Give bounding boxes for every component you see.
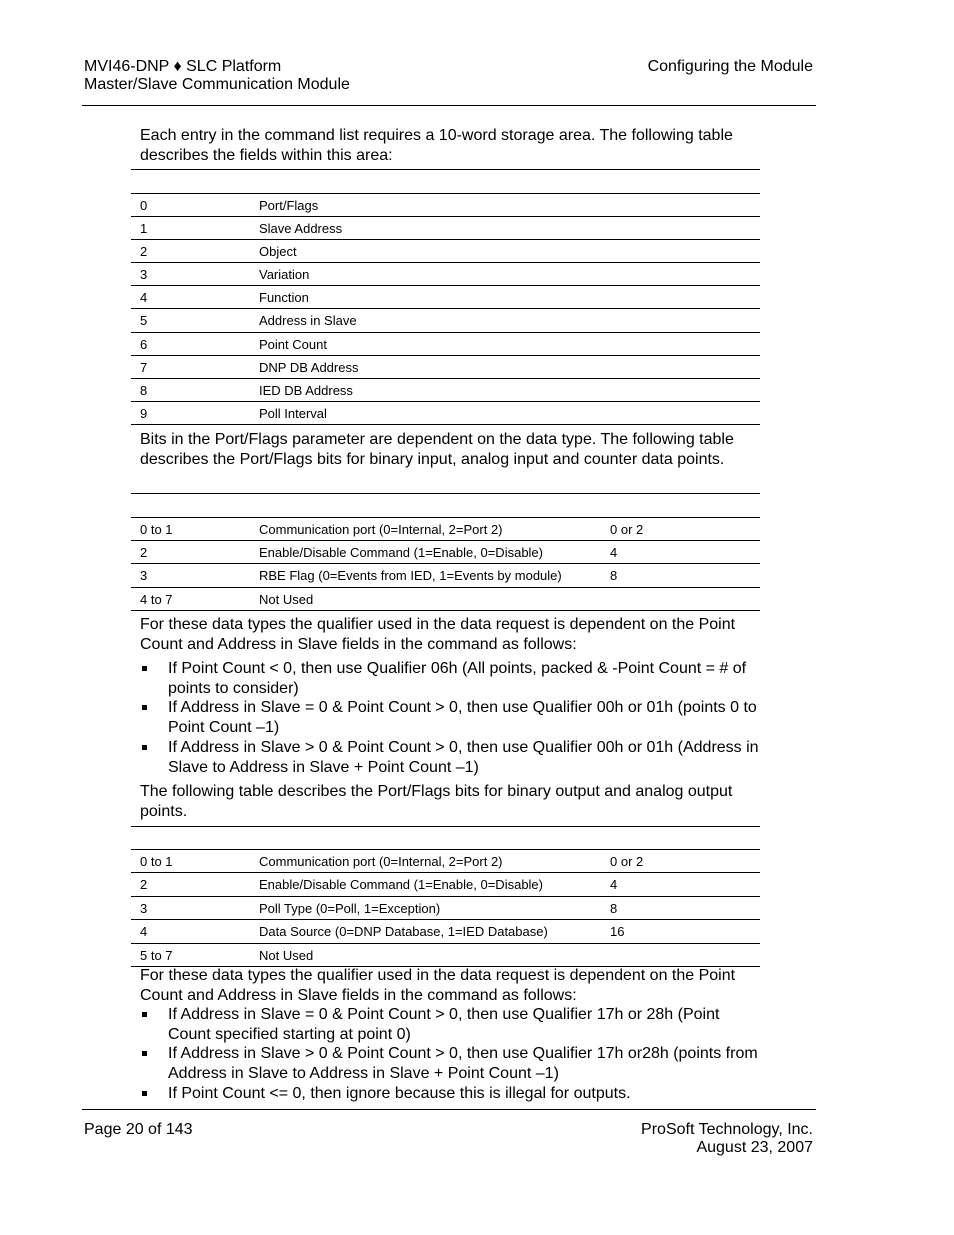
header-title-line2: Master/Slave Communication Module xyxy=(84,76,350,93)
input-qualifier-list xyxy=(140,659,760,777)
intro-paragraph: Each entry in the command list requires a 10-word storage area. The following table describes the fields within this area: xyxy=(140,127,733,164)
footer-company: ProSoft Technology, Inc. xyxy=(641,1121,813,1138)
word-cell: 1 xyxy=(140,221,148,237)
footer-right xyxy=(641,1121,813,1157)
table-header-row xyxy=(131,494,760,518)
bit-cell: 5 to 7 xyxy=(140,947,173,963)
table-header-row xyxy=(131,170,760,194)
table-row xyxy=(131,518,760,541)
table-row xyxy=(131,263,760,286)
bullet-marker xyxy=(142,666,147,671)
header-title-line1: MVI46-DNP ♦ SLC Platform xyxy=(84,58,282,75)
desc-cell: Not Used xyxy=(259,591,314,607)
field-cell: IED DB Address xyxy=(259,382,353,398)
table-row xyxy=(131,897,760,920)
table-row xyxy=(131,240,760,263)
table-row xyxy=(131,356,760,379)
bit-cell: 2 xyxy=(140,877,148,893)
bullet-marker xyxy=(142,705,147,710)
bullet-marker xyxy=(142,745,147,750)
list-item xyxy=(140,1044,760,1083)
value-cell: 0 or 2 xyxy=(610,854,644,869)
bit-cell: 0 to 1 xyxy=(140,522,173,537)
desc-cell: Communication port (0=Internal, 2=Port 2) xyxy=(259,854,503,869)
bit-cell: 4 xyxy=(140,924,148,940)
list-item xyxy=(140,659,760,698)
bullet-marker xyxy=(142,1051,147,1056)
desc-cell: Poll Type (0=Poll, 1=Exception) xyxy=(259,900,441,916)
bullet-marker xyxy=(142,1012,147,1017)
list-item xyxy=(140,1084,760,1104)
field-cell: Object xyxy=(259,244,297,260)
bit-cell: 3 xyxy=(140,568,148,584)
table-row xyxy=(131,850,760,873)
input-flags-table xyxy=(131,493,760,611)
table-row xyxy=(131,873,760,896)
table-row xyxy=(131,217,760,240)
field-cell: Function xyxy=(259,290,309,306)
table-row xyxy=(131,286,760,309)
input-qualifier-paragraph: For these data types the qualifier used in the data request is dependent on the Point Count and Address in Slave fields in the command as follows: xyxy=(140,616,736,653)
header-section: Configuring the Module xyxy=(647,58,813,75)
word-cell: 6 xyxy=(140,336,148,352)
list-item xyxy=(140,698,760,737)
output-flags-paragraph: The following table describes the Port/Flags bits for binary output and analog output points. xyxy=(140,783,733,820)
table-row xyxy=(131,588,760,611)
value-cell: 4 xyxy=(610,877,618,893)
port-flags-paragraph: Bits in the Port/Flags parameter are dependent on the data type. The following table describes the Port/Flags bits for binary input, analog input and counter data points. xyxy=(140,431,734,468)
word-cell: 9 xyxy=(140,405,148,421)
table-row xyxy=(131,379,760,402)
field-cell: Slave Address xyxy=(259,221,343,237)
word-cell: 4 xyxy=(140,290,148,306)
field-cell: Variation xyxy=(259,267,310,283)
output-qualifier-list xyxy=(140,1005,760,1104)
word-cell: 8 xyxy=(140,382,148,398)
bit-cell: 3 xyxy=(140,900,148,916)
word-cell: 5 xyxy=(140,313,148,329)
list-item-text: If Address in Slave > 0 & Point Count > 0, then use Qualifier 00h or 01h (Address in Slave to Address in Slave + Point Count –1) xyxy=(168,738,759,776)
desc-cell: RBE Flag (0=Events from IED, 1=Events by module) xyxy=(259,568,562,584)
list-item-text: If Address in Slave = 0 & Point Count > 0, then use Qualifier 17h or 28h (Point Count specified starting at point 0) xyxy=(168,1006,720,1043)
table-row xyxy=(131,564,760,587)
header-rule xyxy=(82,105,816,106)
bit-cell: 2 xyxy=(140,545,148,561)
desc-cell: Not Used xyxy=(259,947,314,963)
field-cell: Port/Flags xyxy=(259,198,319,213)
bit-cell: 4 to 7 xyxy=(140,591,173,607)
field-cell: Point Count xyxy=(259,336,327,352)
word-cell: 2 xyxy=(140,244,148,260)
value-cell: 0 or 2 xyxy=(610,522,644,537)
value-cell: 4 xyxy=(610,545,618,561)
list-item-text: If Address in Slave > 0 & Point Count > 0, then use Qualifier 17h or28h (points from Address in Slave to Address in Slave + Point Count –1) xyxy=(168,1045,758,1083)
output-qualifier-paragraph: For these data types the qualifier used in the data request is dependent on the Point Count and Address in Slave fields in the command as follows: xyxy=(140,967,736,1004)
footer-date: August 23, 2007 xyxy=(696,1139,813,1156)
table-row xyxy=(131,402,760,425)
desc-cell: Communication port (0=Internal, 2=Port 2) xyxy=(259,522,503,537)
value-cell: 8 xyxy=(610,568,618,584)
footer-rule xyxy=(82,1109,816,1110)
output-flags-table xyxy=(131,826,760,967)
desc-cell: Data Source (0=DNP Database, 1=IED Database) xyxy=(259,924,548,940)
list-item-text: If Address in Slave = 0 & Point Count > 0, then use Qualifier 00h or 01h (points 0 to Point Count –1) xyxy=(168,699,757,737)
list-item-text: If Point Count <= 0, then ignore because this is illegal for outputs. xyxy=(168,1084,631,1102)
header-title xyxy=(84,58,350,94)
bit-cell: 0 to 1 xyxy=(140,854,173,869)
table-row xyxy=(131,944,760,967)
word-cell: 3 xyxy=(140,267,148,283)
list-item xyxy=(140,1005,760,1044)
table-row xyxy=(131,333,760,356)
value-cell: 16 xyxy=(610,924,625,940)
bullet-marker xyxy=(142,1091,147,1096)
table-row xyxy=(131,194,760,217)
command-fields-table xyxy=(131,169,760,425)
field-cell: DNP DB Address xyxy=(259,359,359,375)
field-cell: Address in Slave xyxy=(259,313,357,329)
word-cell: 0 xyxy=(140,198,148,213)
word-cell: 7 xyxy=(140,359,148,375)
desc-cell: Enable/Disable Command (1=Enable, 0=Disable) xyxy=(259,545,543,561)
table-row xyxy=(131,309,760,332)
table-header-row xyxy=(131,827,760,850)
field-cell: Poll Interval xyxy=(259,405,327,421)
table-row xyxy=(131,541,760,564)
value-cell: 8 xyxy=(610,900,618,916)
page-number: Page 20 of 143 xyxy=(84,1121,193,1138)
list-item-text: If Point Count < 0, then use Qualifier 06h (All points, packed & -Point Count = # of points to consider) xyxy=(168,660,747,697)
desc-cell: Enable/Disable Command (1=Enable, 0=Disable) xyxy=(259,877,543,893)
table-row xyxy=(131,920,760,943)
list-item xyxy=(140,738,760,777)
